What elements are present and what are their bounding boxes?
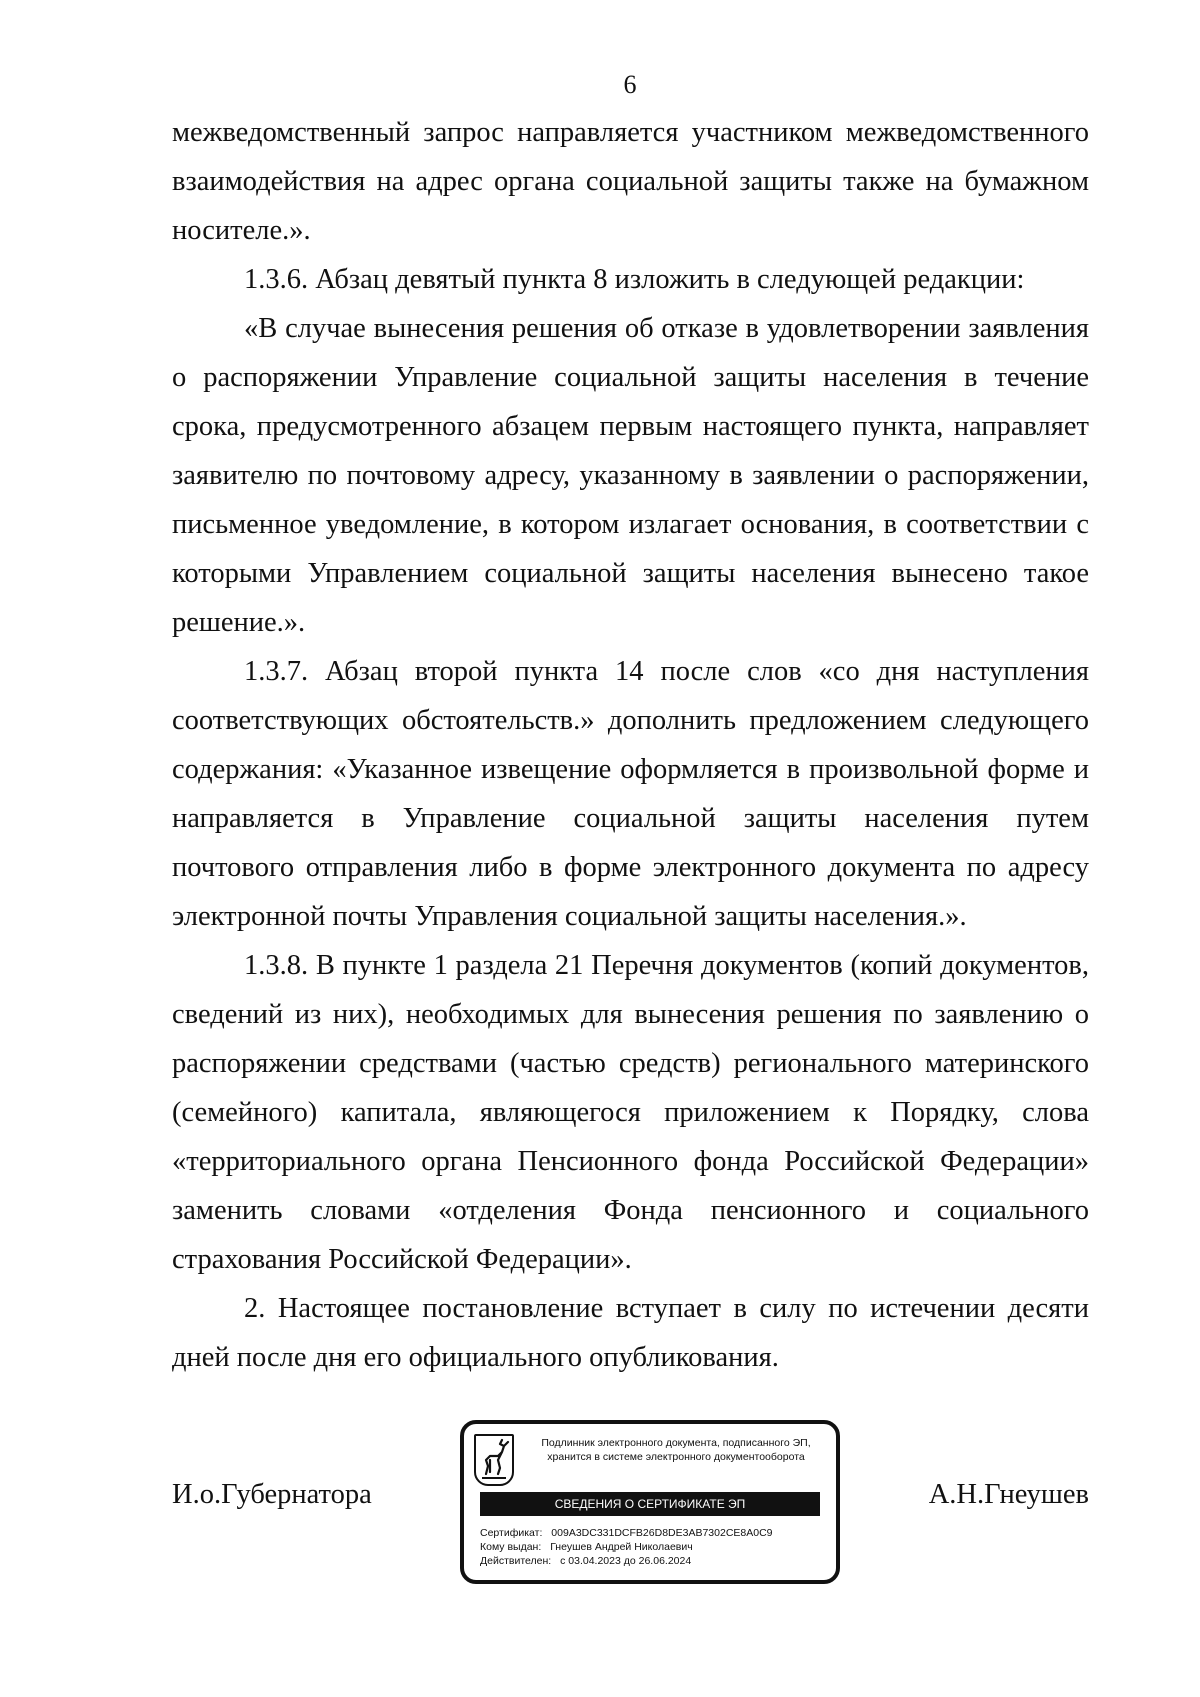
stamp-header bbox=[520, 1436, 832, 1464]
page-number: 6 bbox=[623, 70, 637, 99]
paragraph-continuation: межведомственный запрос направляется участником межведомственного взаимодействия на адрес органа социальной защиты также на бумажном носителе.». bbox=[172, 117, 1089, 246]
document-body bbox=[172, 108, 1089, 1382]
coat-of-arms-icon bbox=[474, 1434, 514, 1486]
certificate-label: Сертификат: bbox=[480, 1527, 543, 1539]
issued-to-label: Кому выдан: bbox=[480, 1541, 542, 1553]
certificate-row bbox=[480, 1526, 773, 1540]
issued-to-row bbox=[480, 1540, 773, 1554]
stamp-certificate-details bbox=[480, 1526, 773, 1568]
signatory-title: И.о.Губернатора bbox=[172, 1479, 372, 1510]
electronic-signature-stamp bbox=[460, 1420, 840, 1584]
certificate-value: 009A3DC331DCFB26D8DE3AB7302CE8A0C9 bbox=[551, 1527, 773, 1539]
stamp-banner: СВЕДЕНИЯ О СЕРТИФИКАТЕ ЭП bbox=[480, 1492, 820, 1516]
validity-value: с 03.04.2023 до 26.06.2024 bbox=[560, 1555, 692, 1567]
paragraph-1-3-8: 1.3.8. В пункте 1 раздела 21 Перечня документов (копий документов, сведений из них), необходимых для вынесения решения по заявлению о распоряжении средствами (частью средств) регионального материнского (семейного) капитала, являющегося приложением к Порядку, слова «территориального органа Пенсионного фонда Российской Федерации» заменить словами «отделения Фонда пенсионного и социального страхования Российской Федерации». bbox=[172, 950, 1089, 1275]
validity-row bbox=[480, 1554, 773, 1568]
signatory-name: А.Н.Гнеушев bbox=[928, 1479, 1089, 1510]
stamp-header-line-1: Подлинник электронного документа, подписанного ЭП, bbox=[541, 1437, 811, 1449]
paragraph-1-3-6: 1.3.6. Абзац девятый пункта 8 изложить в следующей редакции: bbox=[244, 264, 1025, 295]
paragraph-1-3-7: 1.3.7. Абзац второй пункта 14 после слов «со дня наступления соответствующих обстоятельств.» дополнить предложением следующего содержания: «Указанное извещение оформляется в произвольной форме и направляется в Управление социальной защиты населения путем почтового отправления либо в форме электронного документа по адресу электронной почты Управления социальной защиты населения.». bbox=[172, 656, 1089, 932]
paragraph-2-effective-date: 2. Настоящее постановление вступает в силу по истечении десяти дней после дня его официального опубликования. bbox=[172, 1293, 1089, 1373]
validity-label: Действителен: bbox=[480, 1555, 552, 1567]
issued-to-value: Гнеушев Андрей Николаевич bbox=[550, 1541, 693, 1553]
stamp-header-line-2: хранится в системе электронного документооборота bbox=[547, 1451, 805, 1463]
paragraph-quoted-amendment: «В случае вынесения решения об отказе в удовлетворении заявления о распоряжении Управление социальной защиты населения в течение срока, предусмотренного абзацем первым настоящего пункта, направляет заявителю по почтовому адресу, указанному в заявлении о распоряжении, письменное уведомление, в котором излагает основания, в соответствии с которыми Управлением социальной защиты населения вынесено такое решение.». bbox=[172, 313, 1089, 638]
